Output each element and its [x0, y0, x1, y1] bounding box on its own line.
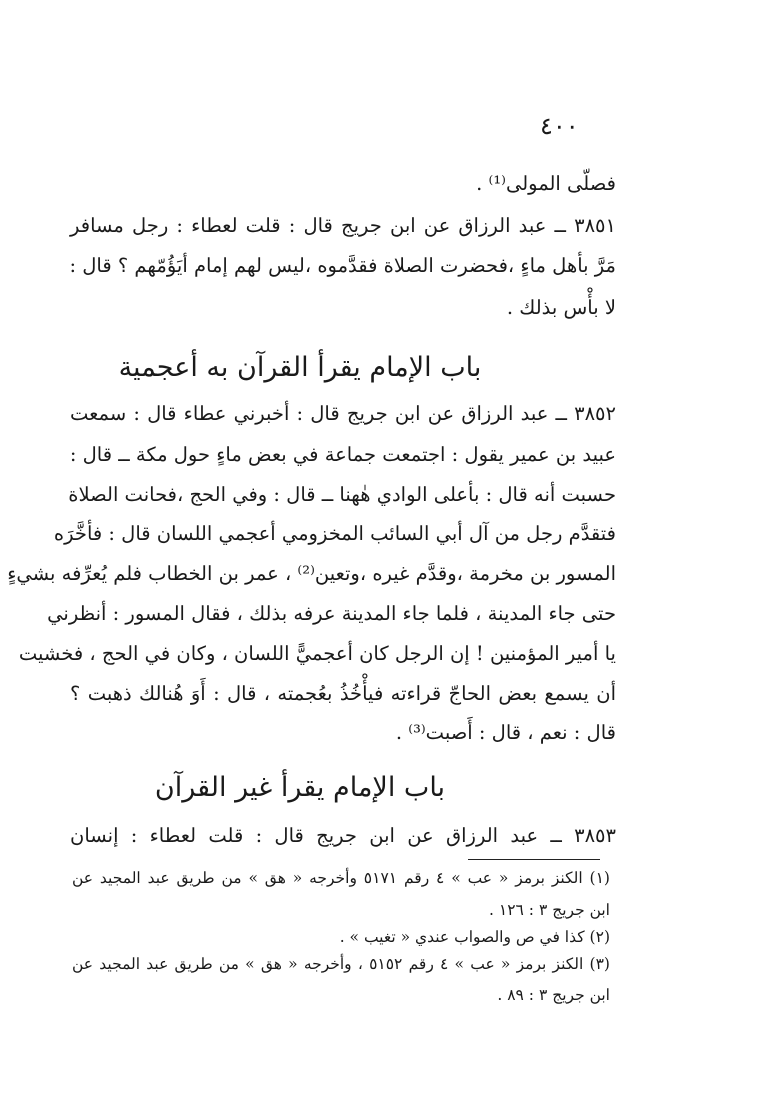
text-line: حتى جاء المدينة ، فلما جاء المدينة عرفه بذلك ، فقال المسور : أنظرني [47, 602, 616, 625]
text-line: ٣٨٥١ ــ عبد الرزاق عن ابن جريج قال : قلت لعطاء : رجل مسافر [70, 214, 616, 237]
text-line: فصلّى المولى⁽¹⁾ . [476, 172, 616, 195]
text-line: لا بأْس بذلك . [506, 296, 616, 319]
text-line: أن يسمع بعض الحاجّ قراءته فيأْخُذُ بعُجمته ، قال : أَوَ هُنالك ذهبت ؟ [70, 682, 616, 705]
text-line: مَرَّ بأهل ماءٍ ،فحضرت الصلاة فقدَّموه ،ليس لهم إمام أيَؤُمّهم ؟ قال : [69, 254, 616, 277]
text-line: المسور بن مخرمة ،وقدَّم غيره ،وتعين⁽²⁾ ، عمر بن الخطاب فلم يُعرِّفه بشيءٍ [7, 562, 616, 585]
footnote-line: (٢) كذا في ص والصواب عندي « تغيب » . [339, 928, 610, 946]
text-line: فتقدَّم رجل من آل أبي السائب المخزومي أعجمي اللسان قال : فأخَّرَه [53, 522, 616, 545]
footnote-line: ابن جريج ٣ : ١٢٦ . [489, 901, 610, 919]
text-line: ٣٨٥٢ ــ عبد الرزاق عن ابن جريج قال : أخبرني عطاء قال : سمعت [70, 402, 616, 425]
text-line: حسبت أنه قال : بأعلى الوادي هٰهنا ــ قال : وفي الحج ،فحانت الصلاة [68, 483, 616, 506]
chapter-heading: باب الإمام يقرأ غير القرآن [154, 772, 446, 803]
text-line: ٣٨٥٣ ــ عبد الرزاق عن ابن جريج قال : قلت لعطاء : إنسان [70, 824, 616, 847]
footnote-line: ابن جريج ٣ : ٨٩ . [497, 986, 610, 1004]
text-line: قال : نعم ، قال : أَصبت⁽³⁾ . [395, 721, 616, 744]
footnote-line: (٣) الكنز برمز « عب » ٤ رقم ٥١٥٢ ، وأخرجه « هق » من طريق عبد المجيد عن [72, 955, 610, 973]
text-line: عبيد بن عمير يقول : اجتمعت جماعة في بعض ماءٍ حول مكة ــ قال : [69, 443, 616, 466]
text-line: يا أمير المؤمنين ! إن الرجل كان أعجميًّ اللسان ، وكان في الحج ، فخشيت [18, 642, 616, 665]
footnote-divider [468, 859, 600, 860]
footnote-line: (١) الكنز برمز « عب » ٤ رقم ٥١٧١ وأخرجه « هق » من طريق عبد المجيد عن [72, 869, 610, 887]
page-number: ٤٠٠ [540, 112, 579, 140]
chapter-heading: باب الإمام يقرأ القرآن به أعجمية [118, 352, 482, 383]
